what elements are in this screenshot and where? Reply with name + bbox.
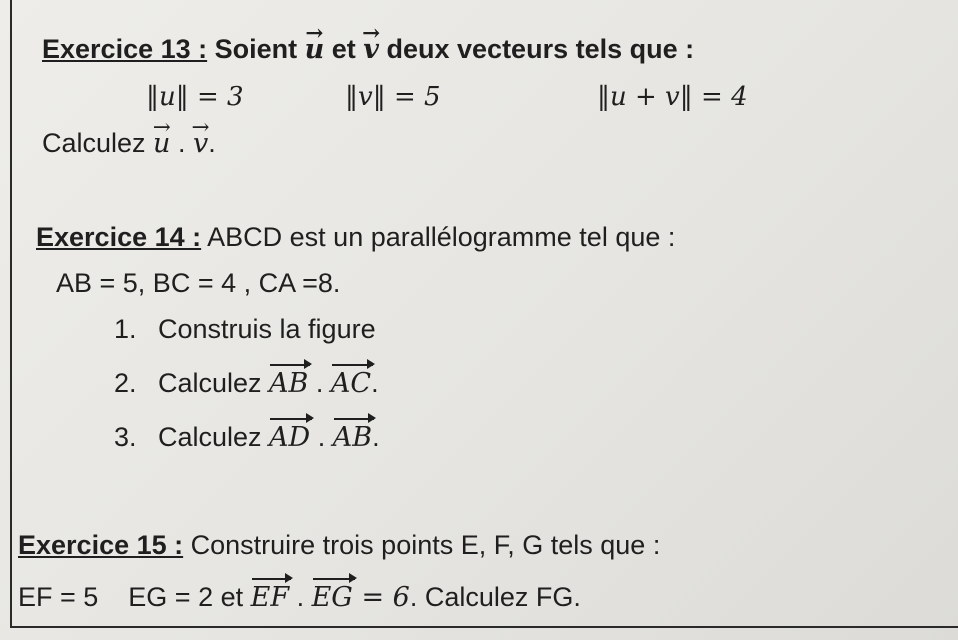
ex15-heading <box>18 530 660 561</box>
frame-border-left <box>10 0 12 628</box>
ex14-item-2-text: Calculez <box>158 368 270 398</box>
ex13-question-dot: . <box>170 128 193 158</box>
ex14-heading <box>36 222 675 253</box>
ex13-question-v: → v <box>193 128 208 159</box>
ex13-norm-v: ‖v‖ = 5 <box>345 82 441 112</box>
ex14-item-3-vector-ab: AB <box>332 422 373 453</box>
ex14-item-3-number: 3. <box>114 422 137 452</box>
ex14-item-3-text: Calculez <box>158 422 270 452</box>
ex14-item-2 <box>114 366 379 399</box>
ex14-item-3-dot: . <box>310 422 333 452</box>
ex14-title: Exercice 14 : <box>36 222 202 252</box>
ex15-vector-ef: EF <box>250 582 290 613</box>
ex14-item-3-end: . <box>372 422 380 452</box>
ex13-title: Exercice 13 : <box>42 34 208 64</box>
ex15-conditions <box>18 580 581 613</box>
ex15-eg-length: EG = 2 <box>128 582 214 612</box>
ex15-dot: . <box>289 582 312 612</box>
frame-border-bottom <box>10 626 958 628</box>
ex14-item-1-number: 1. <box>114 314 137 344</box>
ex14-item-2-vector-ab: AB <box>269 368 309 399</box>
ex14-item-3 <box>114 420 380 453</box>
ex14-item-2-number: 2. <box>114 368 137 398</box>
ex14-item-1 <box>114 314 376 345</box>
ex14-data: AB = 5, BC = 4 , CA =8. <box>56 268 341 298</box>
ex14-item-1-text: Construis la figure <box>158 314 376 344</box>
ex14-item-2-dot: . <box>308 368 331 398</box>
ex15-ef-length: EF = 5 <box>18 582 99 612</box>
ex13-heading <box>42 34 694 65</box>
ex15-intro: Construire trois points E, F, G tels que : <box>183 530 661 560</box>
ex15-et: et <box>213 582 251 612</box>
ex13-intro-c: deux vecteurs tels que : <box>379 34 695 64</box>
ex14-item-2-end: . <box>371 368 379 398</box>
ex13-intro-a: Soient <box>207 34 305 64</box>
ex13-norm-u: ‖u‖ = 3 <box>146 82 244 112</box>
ex15-question: . Calculez FG. <box>409 582 581 612</box>
ex13-norm-u-plus-v: ‖u + v‖ = 4 <box>597 82 748 112</box>
ex14-intro: ABCD est un parallélogramme tel que : <box>201 222 676 252</box>
ex15-title: Exercice 15 : <box>18 530 184 560</box>
ex13-question-text: Calculez <box>42 128 154 158</box>
ex13-question-u: → u <box>153 128 170 159</box>
ex13-question <box>42 128 216 159</box>
ex13-intro-b: et <box>324 34 364 64</box>
ex13-vector-u: → u <box>305 34 325 65</box>
ex14-item-3-vector-ad: AD <box>269 422 311 453</box>
ex15-vector-eg: EG <box>311 582 353 613</box>
ex14-item-2-vector-ac: AC <box>330 368 372 399</box>
ex13-question-end: . <box>208 128 216 158</box>
ex15-equals-six: = 6 <box>352 582 410 613</box>
ex13-vector-v: → v <box>363 34 379 65</box>
